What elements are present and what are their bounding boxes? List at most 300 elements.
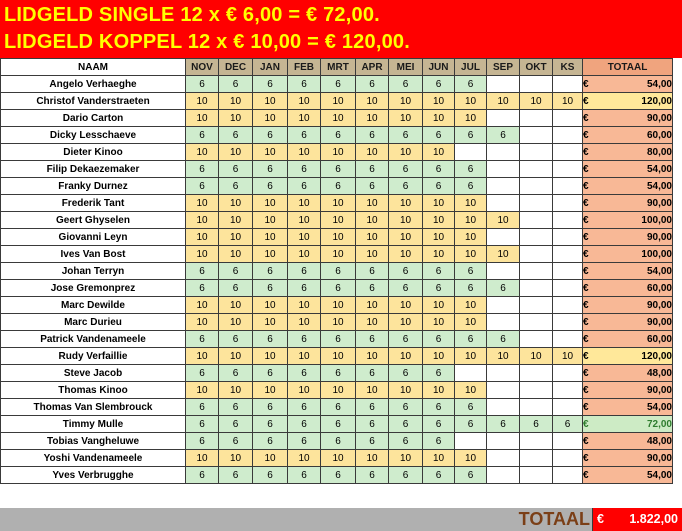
total-column-header[interactable]: TOTAAL <box>583 59 673 76</box>
payment-cell[interactable]: 6 <box>253 365 288 382</box>
payment-cell[interactable] <box>553 127 583 144</box>
payment-cell[interactable] <box>553 382 583 399</box>
payment-cell[interactable]: 10 <box>455 314 487 331</box>
payment-cell[interactable] <box>520 365 553 382</box>
payment-cell[interactable]: 6 <box>219 263 253 280</box>
member-total-cell[interactable] <box>583 280 673 297</box>
payment-cell[interactable]: 10 <box>389 195 423 212</box>
payment-cell[interactable]: 10 <box>253 144 288 161</box>
payment-cell[interactable]: 6 <box>356 416 389 433</box>
payment-cell[interactable]: 10 <box>423 450 455 467</box>
payment-cell[interactable]: 10 <box>219 246 253 263</box>
payment-cell[interactable]: 10 <box>219 144 253 161</box>
member-total-cell[interactable] <box>583 195 673 212</box>
payment-cell[interactable] <box>487 263 520 280</box>
payment-cell[interactable]: 10 <box>321 246 356 263</box>
payment-cell[interactable]: 6 <box>423 433 455 450</box>
payment-cell[interactable] <box>520 195 553 212</box>
member-name-cell[interactable]: Dieter Kinoo <box>1 144 186 161</box>
payment-cell[interactable]: 10 <box>186 144 219 161</box>
payment-cell[interactable]: 6 <box>219 76 253 93</box>
member-name-cell[interactable]: Geert Ghyselen <box>1 212 186 229</box>
payment-cell[interactable]: 10 <box>253 450 288 467</box>
payment-cell[interactable] <box>553 365 583 382</box>
payment-cell[interactable]: 10 <box>487 348 520 365</box>
payment-cell[interactable]: 10 <box>253 212 288 229</box>
member-name-cell[interactable]: Franky Durnez <box>1 178 186 195</box>
payment-cell[interactable]: 6 <box>455 467 487 484</box>
payment-cell[interactable] <box>455 144 487 161</box>
payment-cell[interactable]: 6 <box>253 399 288 416</box>
payment-cell[interactable]: 6 <box>455 416 487 433</box>
payment-cell[interactable]: 6 <box>288 263 321 280</box>
payment-cell[interactable]: 10 <box>219 229 253 246</box>
payment-cell[interactable]: 6 <box>186 416 219 433</box>
payment-cell[interactable]: 10 <box>423 110 455 127</box>
payment-cell[interactable]: 6 <box>356 399 389 416</box>
payment-cell[interactable]: 6 <box>487 416 520 433</box>
payment-cell[interactable] <box>553 467 583 484</box>
payment-cell[interactable] <box>553 246 583 263</box>
payment-cell[interactable] <box>487 365 520 382</box>
payment-cell[interactable]: 10 <box>389 93 423 110</box>
payment-cell[interactable] <box>487 382 520 399</box>
member-name-cell[interactable]: Dicky Lesschaeve <box>1 127 186 144</box>
payment-cell[interactable]: 6 <box>423 127 455 144</box>
payment-cell[interactable]: 10 <box>321 348 356 365</box>
member-name-cell[interactable]: Thomas Kinoo <box>1 382 186 399</box>
payment-cell[interactable]: 10 <box>356 348 389 365</box>
payment-cell[interactable]: 10 <box>288 297 321 314</box>
payment-cell[interactable]: 10 <box>321 212 356 229</box>
payment-cell[interactable]: 10 <box>455 110 487 127</box>
payment-cell[interactable]: 10 <box>253 110 288 127</box>
payment-cell[interactable]: 10 <box>455 246 487 263</box>
payment-cell[interactable]: 6 <box>321 399 356 416</box>
payment-cell[interactable] <box>487 76 520 93</box>
payment-cell[interactable]: 6 <box>288 331 321 348</box>
payment-cell[interactable]: 10 <box>389 212 423 229</box>
payment-cell[interactable] <box>520 450 553 467</box>
payment-cell[interactable]: 10 <box>219 195 253 212</box>
payment-cell[interactable]: 10 <box>455 229 487 246</box>
payment-cell[interactable]: 10 <box>219 93 253 110</box>
payment-cell[interactable]: 10 <box>253 348 288 365</box>
month-header[interactable]: OKT <box>520 59 553 76</box>
payment-cell[interactable] <box>520 263 553 280</box>
member-name-cell[interactable]: Giovanni Leyn <box>1 229 186 246</box>
payment-cell[interactable] <box>520 212 553 229</box>
payment-cell[interactable]: 6 <box>356 331 389 348</box>
payment-cell[interactable]: 6 <box>288 127 321 144</box>
payment-cell[interactable]: 10 <box>288 314 321 331</box>
payment-cell[interactable]: 10 <box>455 348 487 365</box>
payment-cell[interactable]: 10 <box>321 144 356 161</box>
payment-cell[interactable]: 6 <box>487 280 520 297</box>
member-name-cell[interactable]: Tobias Vangheluwe <box>1 433 186 450</box>
payment-cell[interactable]: 10 <box>389 450 423 467</box>
payment-cell[interactable] <box>487 433 520 450</box>
payment-cell[interactable]: 6 <box>423 161 455 178</box>
payment-cell[interactable]: 10 <box>321 110 356 127</box>
payment-cell[interactable]: 10 <box>487 212 520 229</box>
payment-cell[interactable]: 10 <box>389 110 423 127</box>
payment-cell[interactable]: 10 <box>186 195 219 212</box>
payment-cell[interactable]: 6 <box>219 416 253 433</box>
payment-cell[interactable]: 6 <box>455 399 487 416</box>
payment-cell[interactable] <box>455 365 487 382</box>
payment-cell[interactable]: 10 <box>253 246 288 263</box>
payment-cell[interactable]: 10 <box>423 382 455 399</box>
payment-cell[interactable] <box>553 144 583 161</box>
member-name-cell[interactable]: Steve Jacob <box>1 365 186 382</box>
member-name-cell[interactable]: Ives Van Bost <box>1 246 186 263</box>
payment-cell[interactable]: 10 <box>288 382 321 399</box>
payment-cell[interactable]: 10 <box>288 229 321 246</box>
payment-cell[interactable]: 6 <box>253 178 288 195</box>
member-total-cell[interactable] <box>583 76 673 93</box>
payment-cell[interactable]: 10 <box>288 110 321 127</box>
payment-cell[interactable]: 6 <box>186 280 219 297</box>
payment-cell[interactable]: 6 <box>356 178 389 195</box>
name-column-header[interactable]: NAAM <box>1 59 186 76</box>
payment-cell[interactable] <box>553 195 583 212</box>
member-name-cell[interactable]: Patrick Vandenameele <box>1 331 186 348</box>
member-name-cell[interactable]: Johan Terryn <box>1 263 186 280</box>
member-name-cell[interactable]: Marc Dewilde <box>1 297 186 314</box>
payment-cell[interactable]: 10 <box>455 212 487 229</box>
payment-cell[interactable]: 6 <box>389 76 423 93</box>
member-name-cell[interactable]: Filip Dekaezemaker <box>1 161 186 178</box>
payment-cell[interactable] <box>520 399 553 416</box>
payment-cell[interactable] <box>520 433 553 450</box>
payment-cell[interactable]: 10 <box>455 297 487 314</box>
payment-cell[interactable]: 6 <box>487 331 520 348</box>
payment-cell[interactable]: 10 <box>389 297 423 314</box>
payment-cell[interactable] <box>553 76 583 93</box>
payment-cell[interactable]: 10 <box>186 314 219 331</box>
payment-cell[interactable]: 6 <box>321 178 356 195</box>
payment-cell[interactable]: 6 <box>253 416 288 433</box>
payment-cell[interactable]: 6 <box>253 263 288 280</box>
payment-cell[interactable]: 6 <box>423 467 455 484</box>
payment-cell[interactable]: 6 <box>455 178 487 195</box>
payment-cell[interactable]: 10 <box>321 93 356 110</box>
payment-cell[interactable] <box>520 229 553 246</box>
payment-cell[interactable]: 6 <box>253 331 288 348</box>
payment-cell[interactable]: 6 <box>186 76 219 93</box>
member-total-cell[interactable] <box>583 161 673 178</box>
payment-cell[interactable]: 10 <box>219 348 253 365</box>
payment-cell[interactable]: 10 <box>423 314 455 331</box>
payment-cell[interactable] <box>553 450 583 467</box>
payment-cell[interactable]: 10 <box>253 297 288 314</box>
payment-cell[interactable] <box>487 110 520 127</box>
month-header[interactable]: MRT <box>321 59 356 76</box>
month-header[interactable]: KS <box>553 59 583 76</box>
payment-cell[interactable]: 6 <box>423 399 455 416</box>
payment-cell[interactable]: 10 <box>186 110 219 127</box>
member-total-cell[interactable] <box>583 382 673 399</box>
payment-cell[interactable]: 6 <box>288 365 321 382</box>
payment-cell[interactable] <box>487 314 520 331</box>
payment-cell[interactable]: 6 <box>288 399 321 416</box>
payment-cell[interactable]: 6 <box>253 127 288 144</box>
member-total-cell[interactable] <box>583 348 673 365</box>
payment-cell[interactable]: 6 <box>553 416 583 433</box>
payment-cell[interactable]: 6 <box>253 433 288 450</box>
payment-cell[interactable]: 6 <box>423 178 455 195</box>
payment-cell[interactable]: 10 <box>356 93 389 110</box>
payment-cell[interactable]: 6 <box>356 433 389 450</box>
payment-cell[interactable]: 10 <box>186 229 219 246</box>
payment-cell[interactable]: 10 <box>186 382 219 399</box>
member-total-cell[interactable] <box>583 450 673 467</box>
payment-cell[interactable]: 6 <box>186 127 219 144</box>
payment-cell[interactable]: 6 <box>321 127 356 144</box>
payment-cell[interactable]: 10 <box>288 144 321 161</box>
payment-cell[interactable]: 6 <box>389 263 423 280</box>
payment-cell[interactable]: 10 <box>455 195 487 212</box>
member-total-cell[interactable] <box>583 263 673 280</box>
payment-cell[interactable]: 6 <box>219 331 253 348</box>
payment-cell[interactable]: 6 <box>455 263 487 280</box>
payment-cell[interactable]: 6 <box>423 331 455 348</box>
payment-cell[interactable]: 10 <box>253 229 288 246</box>
payment-cell[interactable]: 6 <box>219 280 253 297</box>
payment-cell[interactable]: 6 <box>219 127 253 144</box>
payment-cell[interactable]: 6 <box>356 280 389 297</box>
payment-cell[interactable] <box>520 127 553 144</box>
payment-cell[interactable]: 6 <box>219 399 253 416</box>
payment-cell[interactable]: 6 <box>356 127 389 144</box>
payment-cell[interactable]: 10 <box>186 93 219 110</box>
payment-cell[interactable]: 6 <box>389 416 423 433</box>
payment-cell[interactable]: 6 <box>423 365 455 382</box>
payment-cell[interactable]: 6 <box>455 161 487 178</box>
payment-cell[interactable]: 10 <box>288 450 321 467</box>
payment-cell[interactable]: 10 <box>219 297 253 314</box>
payment-cell[interactable]: 6 <box>389 467 423 484</box>
payment-cell[interactable]: 6 <box>288 433 321 450</box>
payment-cell[interactable]: 6 <box>288 161 321 178</box>
member-total-cell[interactable] <box>583 110 673 127</box>
payment-cell[interactable]: 6 <box>455 76 487 93</box>
month-header[interactable]: MEI <box>389 59 423 76</box>
payment-cell[interactable]: 10 <box>423 246 455 263</box>
payment-cell[interactable]: 10 <box>423 195 455 212</box>
payment-cell[interactable]: 10 <box>219 450 253 467</box>
payment-cell[interactable]: 6 <box>253 280 288 297</box>
payment-cell[interactable]: 6 <box>186 467 219 484</box>
payment-cell[interactable]: 6 <box>321 263 356 280</box>
payment-cell[interactable]: 10 <box>389 246 423 263</box>
month-header[interactable]: JUL <box>455 59 487 76</box>
payment-cell[interactable]: 10 <box>389 314 423 331</box>
payment-cell[interactable]: 6 <box>253 76 288 93</box>
payment-cell[interactable]: 10 <box>356 195 389 212</box>
member-name-cell[interactable]: Rudy Verfaillie <box>1 348 186 365</box>
payment-cell[interactable] <box>553 331 583 348</box>
payment-cell[interactable]: 10 <box>186 297 219 314</box>
payment-cell[interactable]: 10 <box>219 314 253 331</box>
payment-cell[interactable]: 6 <box>455 280 487 297</box>
payment-cell[interactable]: 10 <box>288 195 321 212</box>
payment-cell[interactable] <box>520 297 553 314</box>
member-total-cell[interactable] <box>583 178 673 195</box>
payment-cell[interactable] <box>553 433 583 450</box>
month-header[interactable]: DEC <box>219 59 253 76</box>
payment-cell[interactable]: 10 <box>423 297 455 314</box>
payment-cell[interactable]: 10 <box>455 450 487 467</box>
payment-cell[interactable] <box>553 229 583 246</box>
payment-cell[interactable]: 10 <box>186 450 219 467</box>
payment-cell[interactable]: 10 <box>253 314 288 331</box>
member-name-cell[interactable]: Timmy Mulle <box>1 416 186 433</box>
payment-cell[interactable]: 10 <box>423 144 455 161</box>
payment-cell[interactable]: 6 <box>219 161 253 178</box>
payment-cell[interactable]: 10 <box>356 110 389 127</box>
payment-cell[interactable]: 6 <box>321 331 356 348</box>
payment-cell[interactable] <box>553 399 583 416</box>
payment-cell[interactable]: 6 <box>321 280 356 297</box>
payment-cell[interactable]: 10 <box>321 297 356 314</box>
payment-cell[interactable]: 10 <box>389 348 423 365</box>
payment-cell[interactable]: 6 <box>288 76 321 93</box>
member-name-cell[interactable]: Yves Verbrugghe <box>1 467 186 484</box>
payment-cell[interactable]: 10 <box>321 314 356 331</box>
payment-cell[interactable] <box>553 212 583 229</box>
member-name-cell[interactable]: Jose Gremonprez <box>1 280 186 297</box>
payment-cell[interactable]: 10 <box>487 246 520 263</box>
member-name-cell[interactable]: Yoshi Vandenameele <box>1 450 186 467</box>
payment-cell[interactable]: 6 <box>487 127 520 144</box>
member-total-cell[interactable] <box>583 144 673 161</box>
member-total-cell[interactable] <box>583 93 673 110</box>
payment-cell[interactable] <box>553 110 583 127</box>
payment-cell[interactable] <box>487 161 520 178</box>
member-total-cell[interactable] <box>583 246 673 263</box>
payment-cell[interactable]: 10 <box>520 93 553 110</box>
payment-cell[interactable] <box>487 467 520 484</box>
payment-cell[interactable]: 6 <box>389 433 423 450</box>
payment-cell[interactable]: 10 <box>321 195 356 212</box>
payment-cell[interactable]: 6 <box>356 263 389 280</box>
payment-cell[interactable] <box>520 280 553 297</box>
payment-cell[interactable]: 6 <box>423 263 455 280</box>
payment-cell[interactable] <box>520 467 553 484</box>
payment-cell[interactable]: 6 <box>356 161 389 178</box>
payment-cell[interactable] <box>553 280 583 297</box>
payment-cell[interactable]: 10 <box>356 212 389 229</box>
payment-cell[interactable]: 10 <box>288 348 321 365</box>
month-header[interactable]: NOV <box>186 59 219 76</box>
payment-cell[interactable]: 6 <box>423 416 455 433</box>
member-total-cell[interactable] <box>583 416 673 433</box>
payment-cell[interactable]: 6 <box>389 331 423 348</box>
member-name-cell[interactable]: Marc Durieu <box>1 314 186 331</box>
payment-cell[interactable] <box>553 178 583 195</box>
payment-cell[interactable]: 10 <box>356 297 389 314</box>
payment-cell[interactable]: 10 <box>253 382 288 399</box>
payment-cell[interactable]: 6 <box>219 178 253 195</box>
payment-cell[interactable]: 10 <box>321 229 356 246</box>
payment-cell[interactable]: 10 <box>186 246 219 263</box>
payment-cell[interactable]: 10 <box>520 348 553 365</box>
payment-cell[interactable]: 6 <box>321 365 356 382</box>
payment-cell[interactable]: 6 <box>288 178 321 195</box>
payment-cell[interactable]: 10 <box>356 229 389 246</box>
payment-cell[interactable] <box>487 450 520 467</box>
payment-cell[interactable] <box>455 433 487 450</box>
payment-cell[interactable]: 6 <box>186 263 219 280</box>
payment-cell[interactable]: 6 <box>288 416 321 433</box>
payment-cell[interactable]: 10 <box>356 450 389 467</box>
payment-cell[interactable] <box>487 229 520 246</box>
payment-cell[interactable]: 6 <box>253 161 288 178</box>
payment-cell[interactable] <box>520 331 553 348</box>
payment-cell[interactable]: 6 <box>321 76 356 93</box>
payment-cell[interactable]: 6 <box>321 416 356 433</box>
payment-cell[interactable] <box>553 297 583 314</box>
member-total-cell[interactable] <box>583 314 673 331</box>
payment-cell[interactable]: 6 <box>186 433 219 450</box>
payment-cell[interactable]: 6 <box>219 467 253 484</box>
payment-cell[interactable]: 10 <box>423 348 455 365</box>
payment-cell[interactable]: 6 <box>356 76 389 93</box>
payment-cell[interactable]: 10 <box>356 382 389 399</box>
payment-cell[interactable] <box>520 76 553 93</box>
payment-cell[interactable]: 10 <box>423 212 455 229</box>
payment-cell[interactable]: 6 <box>389 365 423 382</box>
member-total-cell[interactable] <box>583 365 673 382</box>
month-header[interactable]: FEB <box>288 59 321 76</box>
payment-cell[interactable]: 10 <box>219 212 253 229</box>
payment-cell[interactable]: 10 <box>455 382 487 399</box>
payment-cell[interactable]: 10 <box>186 212 219 229</box>
payment-cell[interactable] <box>487 144 520 161</box>
payment-cell[interactable]: 10 <box>423 229 455 246</box>
payment-cell[interactable]: 10 <box>253 93 288 110</box>
month-header[interactable]: JUN <box>423 59 455 76</box>
payment-cell[interactable] <box>520 382 553 399</box>
payment-cell[interactable]: 6 <box>288 467 321 484</box>
payment-cell[interactable]: 10 <box>553 348 583 365</box>
payment-cell[interactable]: 6 <box>389 178 423 195</box>
payment-cell[interactable]: 6 <box>389 399 423 416</box>
payment-cell[interactable]: 10 <box>321 450 356 467</box>
member-name-cell[interactable]: Thomas Van Slembrouck <box>1 399 186 416</box>
payment-cell[interactable]: 10 <box>186 348 219 365</box>
payment-cell[interactable]: 6 <box>389 280 423 297</box>
member-total-cell[interactable] <box>583 331 673 348</box>
payment-cell[interactable]: 10 <box>219 382 253 399</box>
payment-cell[interactable]: 10 <box>321 382 356 399</box>
payment-cell[interactable]: 10 <box>253 195 288 212</box>
payment-cell[interactable]: 10 <box>389 382 423 399</box>
payment-cell[interactable]: 10 <box>553 93 583 110</box>
payment-cell[interactable]: 6 <box>455 127 487 144</box>
member-name-cell[interactable]: Dario Carton <box>1 110 186 127</box>
payment-cell[interactable]: 10 <box>288 212 321 229</box>
payment-cell[interactable]: 10 <box>219 110 253 127</box>
payment-cell[interactable]: 6 <box>219 365 253 382</box>
payment-cell[interactable]: 6 <box>321 467 356 484</box>
payment-cell[interactable]: 6 <box>356 467 389 484</box>
payment-cell[interactable] <box>487 195 520 212</box>
member-total-cell[interactable] <box>583 297 673 314</box>
payment-cell[interactable]: 6 <box>186 365 219 382</box>
